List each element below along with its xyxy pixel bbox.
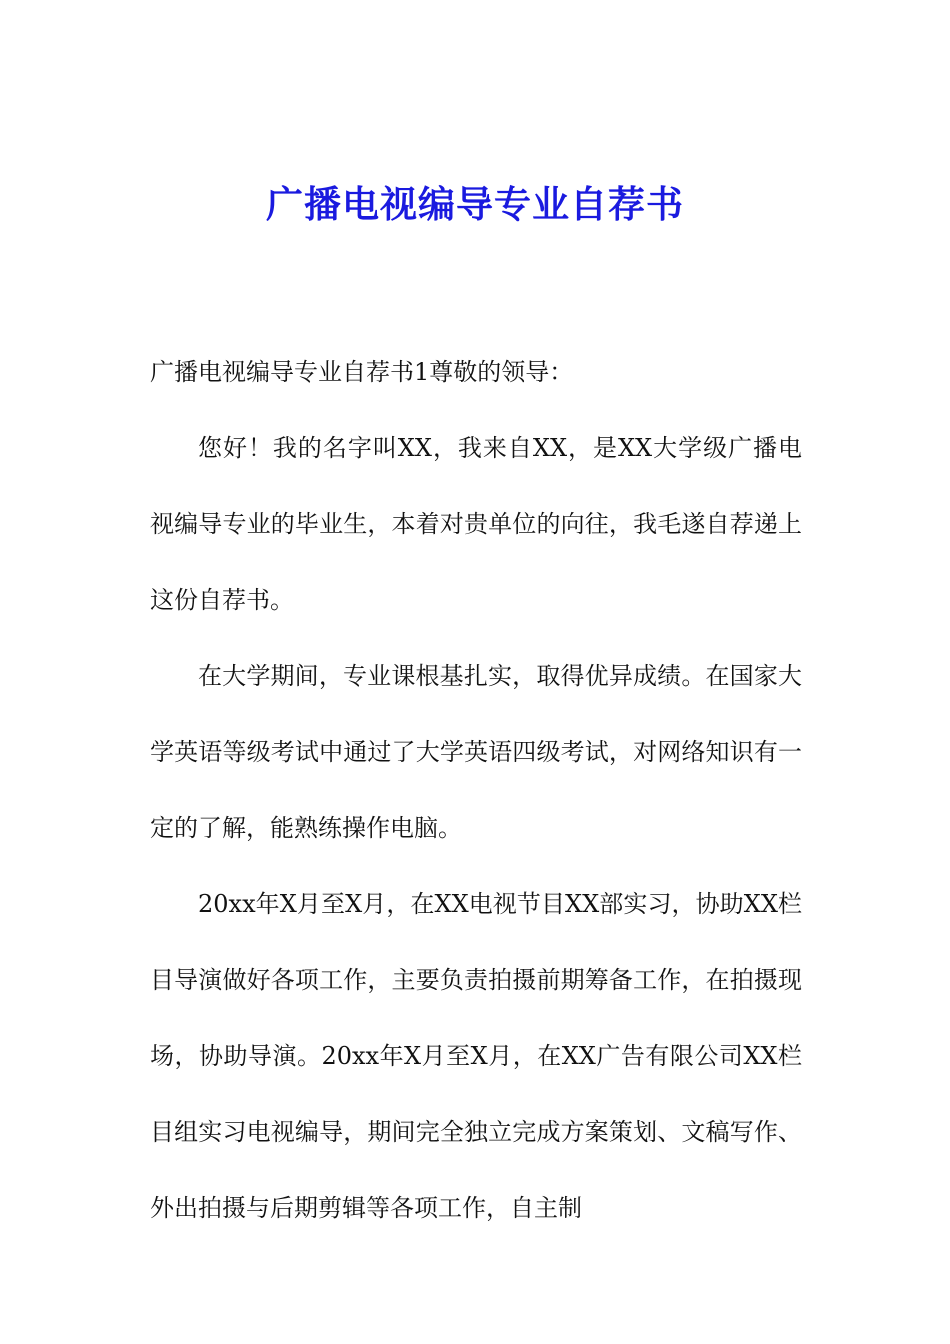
document-title: 广播电视编导专业自荐书 — [266, 182, 684, 226]
document-body — [150, 334, 802, 1246]
salutation-paragraph: 广播电视编导专业自荐书1尊敬的领导： — [150, 358, 574, 386]
study-paragraph: 在大学期间，专业课根基扎实，取得优异成绩。在国家大学英语等级考试中通过了大学英语四级考试，对网络知识有一定的了解，能熟练操作电脑。 — [150, 662, 802, 842]
internship-paragraph: 20xx年X月至X月，在XX电视节目XX部实习，协助XX栏目导演做好各项工作，主要负责拍摄前期筹备工作，在拍摄现场，协助导演。20xx年X月至X月，在XX广告有限公司XX栏目组实习电视编导，期间完全独立完成方案策划、文稿写作、外出拍摄与后期剪辑等各项工作，自主制 — [150, 890, 802, 1222]
intro-paragraph: 您好！我的名字叫XX，我来自XX，是XX大学级广播电视编导专业的毕业生，本着对贵单位的向往，我毛遂自荐递上这份自荐书。 — [150, 434, 802, 614]
